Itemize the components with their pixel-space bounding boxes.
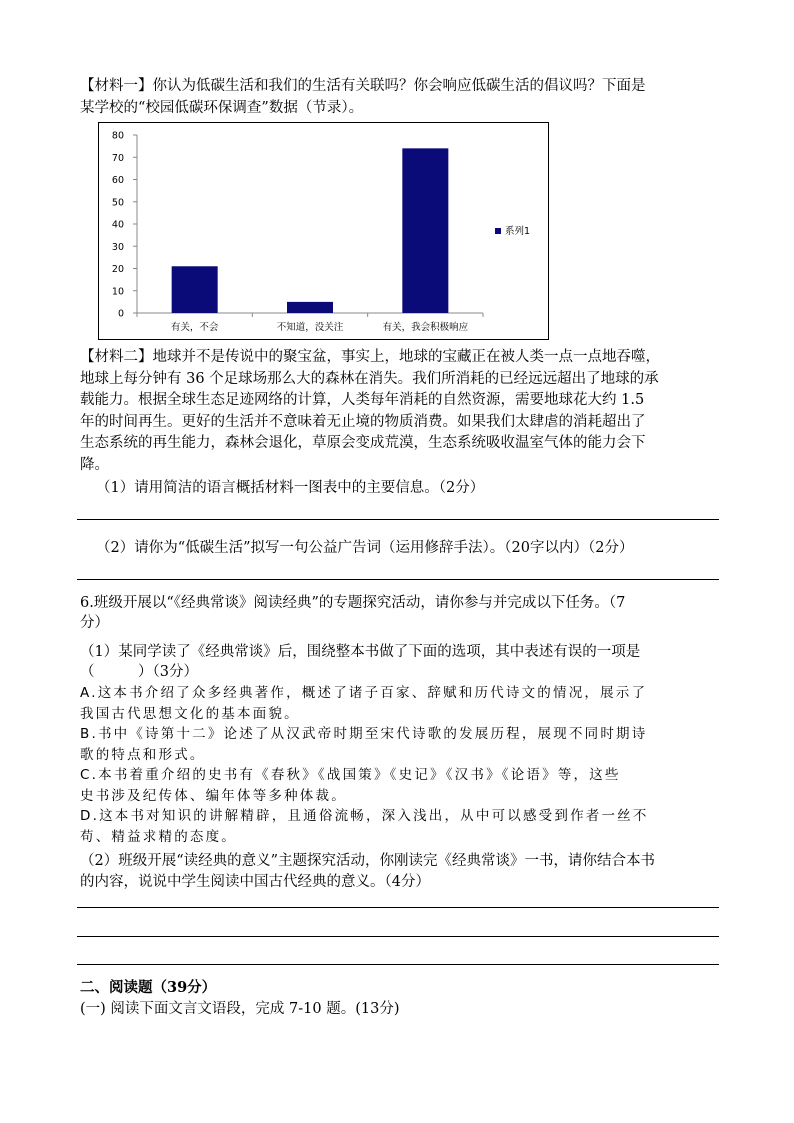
material-2-line: 【材料二】地球并不是传说中的聚宝盆，事实上，地球的宝藏正在被人类一点一点地吞噬， <box>80 349 660 365</box>
option-line: C.本书着重介绍的史书有《春秋》《战国策》《史记》《汉书》《论语》等，这些 <box>80 767 621 783</box>
bar <box>172 266 218 313</box>
material-1-line: 【材料一】你认为低碳生活和我们的生活有关联吗？你会响应低碳生活的倡议吗？下面是 <box>80 78 646 94</box>
answer-line[interactable] <box>77 519 719 520</box>
section-2-title: 二、阅读题（39分） <box>80 979 217 996</box>
question-6-2-line: 的内容，说说中学生阅读中国古代经典的意义。（4分） <box>80 874 430 890</box>
option-line: 我国古代思想文化的基本面貌。 <box>80 705 300 722</box>
y-tick-label: 10 <box>111 286 124 298</box>
question-6-1 <box>80 642 720 682</box>
survey-bar-chart <box>98 122 549 340</box>
section-2-subtitle: (一) 阅读下面文言文语段，完成 7-10 题。(13分) <box>80 1001 400 1017</box>
question-6-options <box>80 683 720 847</box>
y-tick-label: 80 <box>111 130 124 142</box>
option-line: D.这本书对知识的讲解精辟，且通俗流畅，深入浅出，从中可以感受到作者一丝不 <box>80 808 649 824</box>
bar <box>402 148 448 313</box>
option-line: A.这本书介绍了众多经典著作，概述了诸子百家、辞赋和历代诗文的情况，展示了 <box>80 685 648 701</box>
y-tick-label: 20 <box>111 264 124 275</box>
y-tick-label: 50 <box>111 197 124 209</box>
question-5-1: （1）请用简洁的语言概括材料一图表中的主要信息。（2分） <box>96 480 485 496</box>
material-1 <box>80 76 720 119</box>
y-tick-label: 70 <box>111 152 124 164</box>
material-2-line: 载能力。根据全球生态足迹网络的计算，人类每年消耗的自然资源，需要地球花大约 1.5 <box>80 392 645 408</box>
legend-swatch <box>495 228 501 234</box>
x-tick-label: 不知道，没关注 <box>276 322 344 333</box>
bar <box>287 302 333 313</box>
material-2-line: 地球上每分钟有 36 个足球场那么大的森林在消失。我们所消耗的已经远远超出了地球的承 <box>80 370 659 387</box>
answer-line[interactable] <box>77 936 719 937</box>
answer-line[interactable] <box>77 964 719 965</box>
option-line: 歌的特点和形式。 <box>80 746 206 763</box>
question-6-intro-line: 分） <box>80 615 109 631</box>
y-tick-label: 60 <box>111 175 124 186</box>
answer-line[interactable] <box>77 907 719 908</box>
question-6-2 <box>80 851 720 893</box>
material-2-line: 生态系统的再生能力，森林会退化，草原会变成荒漠，生态系统吸收温室气体的能力会下 <box>80 435 646 451</box>
question-6-1-line: （1）某同学读了《经典常谈》后，围绕整本书做了下面的选项，其中表述有误的一项是 <box>80 644 641 660</box>
chart-svg <box>99 123 548 339</box>
material-2 <box>80 347 720 476</box>
option-line: B.书中《诗第十二》论述了从汉武帝时期至宋代诗歌的发展历程，展现不同时期诗 <box>80 726 648 742</box>
material-1-line: 某学校的“校园低碳环保调查”数据（节录）。 <box>80 99 364 116</box>
material-2-line: 年的时间再生。更好的生活并不意味着无止境的物质消费。如果我们太肆虐的消耗超出了 <box>80 413 646 430</box>
x-tick-label: 有关，不会 <box>170 322 219 333</box>
option-line: 史书涉及纪传体、编年体等多种体裁。 <box>80 787 347 804</box>
question-6-intro-line: 6.班级开展以“《经典常谈》阅读经典”的专题探究活动，请你参与并完成以下任务。（7 <box>80 595 626 611</box>
answer-line[interactable] <box>77 579 719 580</box>
legend-label: 系列1 <box>505 226 531 237</box>
question-6-1-line: （ ）（3分） <box>80 664 198 680</box>
y-tick-label: 30 <box>111 241 124 253</box>
y-tick-label: 0 <box>117 308 124 320</box>
question-6-2-line: （2）班级开展“读经典的意义”主题探究活动，你刚读完《经典常谈》一书，请你结合本书 <box>80 853 656 869</box>
option-line: 苟、精益求精的态度。 <box>80 828 237 845</box>
question-6-intro <box>80 593 720 633</box>
material-2-line: 降。 <box>80 456 109 473</box>
question-5-2: （2）请你为“低碳生活”拟写一句公益广告词（运用修辞手法）。（20字以内）（2分） <box>96 540 634 556</box>
x-tick-label: 有关，我会积极响应 <box>382 322 469 333</box>
y-tick-label: 40 <box>111 219 124 231</box>
